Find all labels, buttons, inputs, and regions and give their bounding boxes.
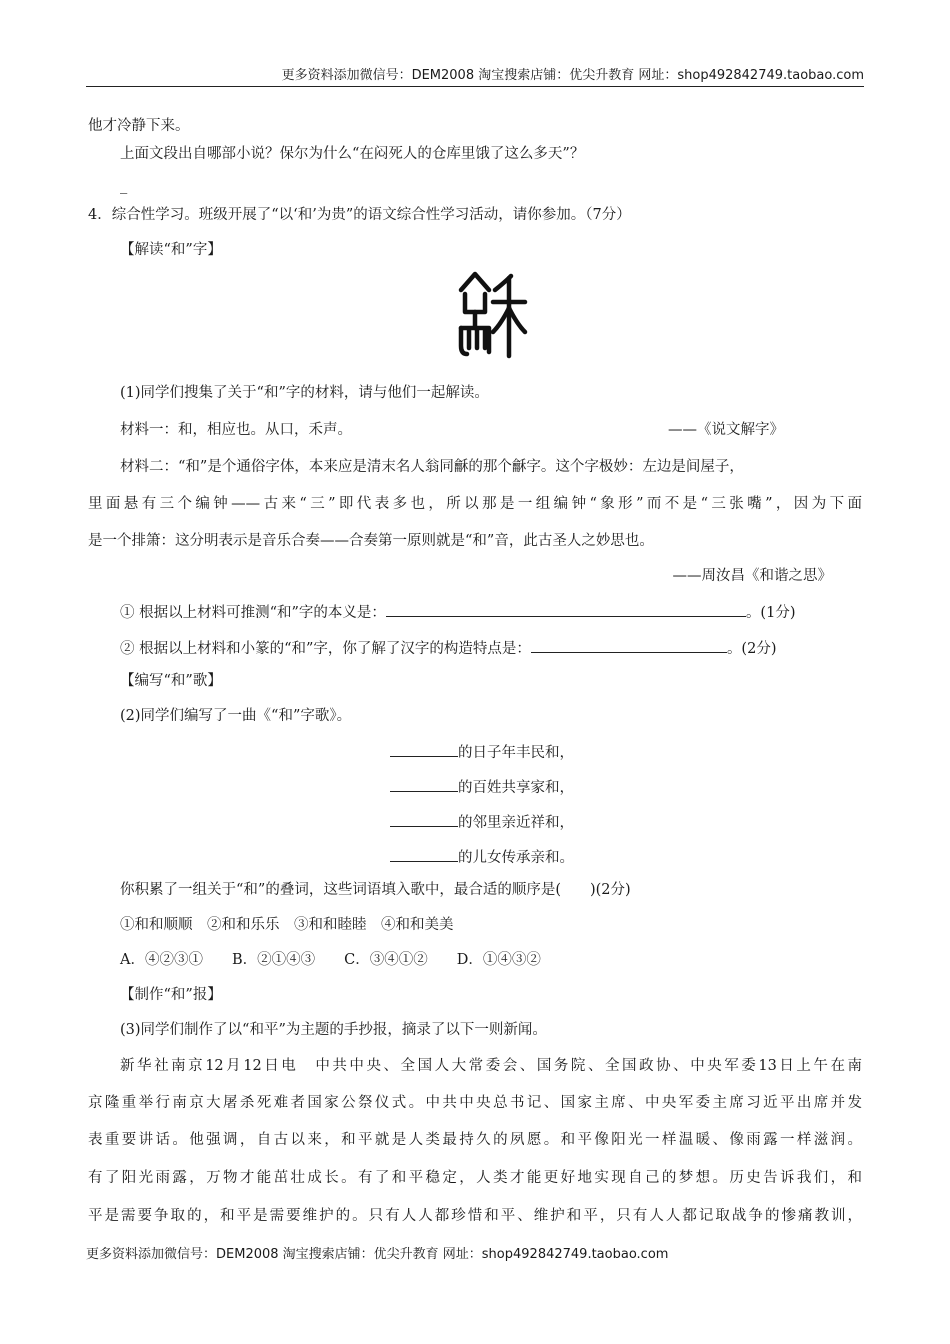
- song-text: 的儿女传承亲和。: [458, 850, 574, 866]
- sub-question-3: (3)同学们制作了以“和平”为主题的手抄报，摘录了以下一则新闻。: [120, 1022, 547, 1038]
- page-header: 更多资料添加微信号：DEM2008 淘宝搜索店铺：优尖升教育 网址：shop492842749.taobao.com: [86, 68, 864, 87]
- sub-question-2-prompt: 你积累了一组关于“和”的叠词，这些词语填入歌中，最合适的顺序是( )(2分): [120, 882, 631, 898]
- answer-blank: _: [120, 178, 128, 194]
- answer-choices: A．④②③① B．②①④③ C．③④①② D．①④③②: [120, 952, 541, 968]
- song-text: 的日子年丰民和，: [458, 745, 574, 761]
- news-line: 有了阳光雨露，万物才能茁壮成长。有了和平稳定，人类才能更好地实现自己的梦想。历史告诉我们，和: [88, 1170, 862, 1186]
- question-b-text: ② 根据以上材料和小篆的“和”字，你了解了汉字的构造特点是：: [120, 641, 531, 657]
- news-line: 平是需要争取的，和平是需要维护的。只有人人都珍惜和平、维护和平，只有人人都记取战争的惨痛教训，: [88, 1208, 862, 1224]
- song-blank[interactable]: [390, 741, 458, 757]
- material-2-line: 材料二：“和”是个通俗字体，本来应是清末名人翁同龢的那个龢字。这个字极妙：左边是间屋子，: [120, 459, 744, 475]
- question-a-score: 。(1分): [745, 605, 796, 621]
- section-heading: 【编写“和”歌】: [120, 673, 222, 689]
- song-line: [390, 846, 574, 868]
- song-blank[interactable]: [390, 811, 458, 827]
- song-line: [390, 741, 574, 763]
- news-line: 京隆重举行南京大屠杀死难者国家公祭仪式。中共中央总书记、国家主席、中央军委主席习近平出席并发: [88, 1095, 862, 1111]
- song-blank[interactable]: [390, 846, 458, 862]
- seal-script-he-character: [455, 268, 529, 360]
- song-line: [390, 811, 574, 833]
- material-2-source: ——周汝昌《和谐之思》: [672, 568, 832, 584]
- answer-blank-a[interactable]: [386, 601, 746, 617]
- word-options: ①和和顺顺 ②和和乐乐 ③和和睦睦 ④和和美美: [120, 917, 454, 933]
- page-footer: 更多资料添加微信号：DEM2008 淘宝搜索店铺：优尖升教育 网址：shop492842749.taobao.com: [86, 1247, 669, 1262]
- song-blank[interactable]: [390, 776, 458, 792]
- material-1-source: ——《说文解字》: [668, 422, 784, 438]
- news-line: 新华社南京12月12日电 中共中央、全国人大常委会、国务院、全国政协、中央军委13日上午在南: [120, 1058, 862, 1074]
- sub-question-1: (1)同学们搜集了关于“和”字的材料，请与他们一起解读。: [120, 385, 489, 401]
- question-b-score: 。(2分): [726, 641, 777, 657]
- sub-question-2: (2)同学们编写了一曲《“和”字歌》。: [120, 708, 352, 724]
- question-line: 上面文段出自哪部小说？保尔为什么“在闷死人的仓库里饿了这么多天”？: [120, 146, 585, 162]
- song-line: [390, 776, 574, 798]
- material-2-line: 里面悬有三个编钟——古来“三”即代表多也，所以那是一组编钟“象形”而不是“三张嘴”，因为下面: [88, 496, 862, 512]
- text-line: 他才冷静下来。: [88, 118, 190, 134]
- song-text: 的邻里亲近祥和，: [458, 815, 574, 831]
- answer-blank-b[interactable]: [531, 637, 727, 653]
- question-b: [120, 637, 776, 659]
- material-2-line: 是一个排箫：这分明表示是音乐合奏——合奏第一原则就是“和”音，此古圣人之妙思也。: [88, 533, 654, 549]
- question-a-text: ① 根据以上材料可推测“和”字的本义是：: [120, 605, 386, 621]
- news-line: 表重要讲话。他强调，自古以来，和平就是人类最持久的夙愿。和平像阳光一样温暖、像雨露一样滋润。: [88, 1132, 862, 1148]
- section-heading: 【制作“和”报】: [120, 987, 222, 1003]
- song-text: 的百姓共享家和，: [458, 780, 574, 796]
- question-4-title: 4．综合性学习。班级开展了“以‘和’为贵”的语文综合性学习活动，请你参加。（7分）: [88, 207, 631, 223]
- section-heading: 【解读“和”字】: [120, 242, 222, 258]
- material-1: 材料一：和，相应也。从口，禾声。: [120, 422, 352, 438]
- question-a: [120, 601, 795, 623]
